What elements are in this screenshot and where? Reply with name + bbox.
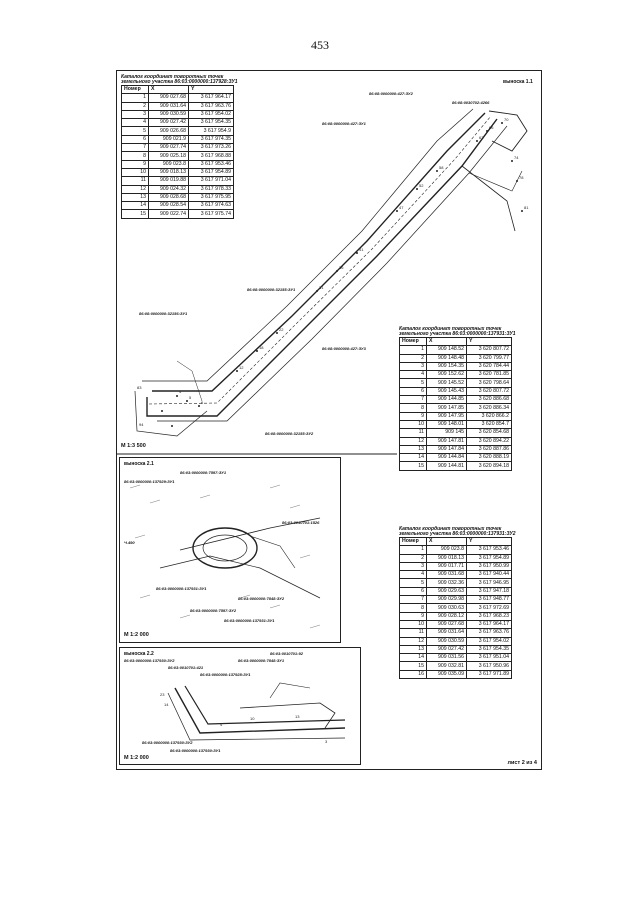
cell-x: 909 026.68 xyxy=(149,127,189,135)
cell-number: 5 xyxy=(400,379,427,387)
cell-y: 3 617 954.89 xyxy=(467,554,512,562)
table-row xyxy=(122,152,234,160)
catalog-3-title-line2: земельного участка 86:03:0000000:137931:ЗУ2 xyxy=(399,531,516,537)
cell-number: 2 xyxy=(400,554,427,562)
cell-x: 909 032.81 xyxy=(427,662,467,670)
cell-number: 4 xyxy=(400,371,427,379)
table-row xyxy=(400,620,512,628)
map-label-4266: 86:08:0030702:4266 xyxy=(452,100,490,105)
svg-text:70: 70 xyxy=(504,117,509,122)
cell-number: 15 xyxy=(400,462,427,470)
inset-2-2-drawing xyxy=(120,648,360,764)
cell-y: 3 617 975.74 xyxy=(189,210,234,218)
drawing-sheet xyxy=(116,70,542,770)
table-row xyxy=(400,420,512,428)
cell-x: 909 030.59 xyxy=(149,110,189,118)
catalog-table-1 xyxy=(121,75,238,219)
cell-x: 909 027.74 xyxy=(149,144,189,152)
cell-y: 3 620 888.19 xyxy=(467,454,512,462)
svg-text:5: 5 xyxy=(189,395,192,400)
cell-y: 3 617 946.95 xyxy=(467,579,512,587)
cell-x: 909 018.13 xyxy=(149,168,189,176)
header-y: Y xyxy=(467,538,512,546)
cell-number: 11 xyxy=(122,177,149,185)
catalog-2-title-line1: Каталог координат поворотных точек xyxy=(399,326,502,332)
cell-x: 909 144.84 xyxy=(427,454,467,462)
cell-number: 9 xyxy=(400,612,427,620)
cell-number: 6 xyxy=(400,387,427,395)
cell-number: 6 xyxy=(400,587,427,595)
table-row xyxy=(122,210,234,218)
inset-2-1-label-137931-b: 86:03:0000000:137931:ЗУ1 xyxy=(224,618,275,623)
cell-number: 12 xyxy=(400,637,427,645)
table-row xyxy=(400,579,512,587)
cell-y: 3 620 807.72 xyxy=(467,387,512,395)
table-row xyxy=(122,202,234,210)
header-y: Y xyxy=(189,86,234,94)
cell-y: 3 617 954.35 xyxy=(467,645,512,653)
table-row xyxy=(400,596,512,604)
inset-2-1-label-7848-zu2: 86:03:0000000:7848:ЗУ2 xyxy=(238,596,285,601)
cell-number: 2 xyxy=(122,102,149,110)
svg-text:36: 36 xyxy=(339,265,344,270)
cell-y: 3 617 954.89 xyxy=(189,168,234,176)
cell-y: 3 617 978.33 xyxy=(189,185,234,193)
header-x: X xyxy=(149,86,189,94)
cell-number: 3 xyxy=(122,110,149,118)
cell-number: 12 xyxy=(400,437,427,445)
cell-y: 3 617 947.18 xyxy=(467,587,512,595)
inset-2-2-label-7848-zu1: 86:03:0000000:7848:ЗУ1 xyxy=(238,658,285,663)
svg-text:47: 47 xyxy=(399,205,404,210)
table-row xyxy=(122,193,234,201)
cell-x: 909 029.98 xyxy=(427,596,467,604)
table-row xyxy=(400,587,512,595)
cell-y: 3 617 950.96 xyxy=(467,662,512,670)
cell-number: 6 xyxy=(122,135,149,143)
cell-number: 16 xyxy=(400,670,427,678)
svg-text:83: 83 xyxy=(137,385,142,390)
catalog-2-title-line2: земельного участка 86:03:0000000:137931:ЗУ1 xyxy=(399,331,516,337)
cell-x: 909 022.74 xyxy=(149,210,189,218)
table-row xyxy=(400,546,512,554)
cell-number: 2 xyxy=(400,354,427,362)
cell-y: 3 617 975.95 xyxy=(189,193,234,201)
inset-2-1-label-1526: 86:03:0010701:1526 xyxy=(282,520,320,525)
map-label-427-zu2: 86:08:0000000:427:ЗУ2 xyxy=(369,91,413,96)
cell-x: 909 147.85 xyxy=(427,404,467,412)
svg-text:63: 63 xyxy=(479,135,484,140)
svg-text:81: 81 xyxy=(524,205,529,210)
svg-text:94: 94 xyxy=(139,422,144,427)
table-row xyxy=(400,362,512,370)
svg-text:52: 52 xyxy=(419,183,424,188)
header-number: Номер xyxy=(400,538,427,546)
cell-number: 5 xyxy=(400,579,427,587)
table-row xyxy=(122,127,234,135)
svg-text:4: 4 xyxy=(220,722,223,727)
cell-number: 5 xyxy=(122,127,149,135)
cell-number: 10 xyxy=(400,420,427,428)
inset-2-1-label-7597-zu2: 86:03:0000000:7597:ЗУ2 xyxy=(190,608,237,613)
cell-y: 3 617 954.9 xyxy=(189,127,234,135)
cell-x: 909 028.54 xyxy=(149,202,189,210)
svg-text:41: 41 xyxy=(359,247,364,252)
map-label-427-zu3: 86:08:0000000:427:ЗУ3 xyxy=(322,346,366,351)
cell-y: 3 617 972.69 xyxy=(467,604,512,612)
cell-y: 3 617 940.44 xyxy=(467,571,512,579)
cell-number: 7 xyxy=(400,596,427,604)
inset-2-2-callout: выноска 2.2 xyxy=(124,651,154,657)
cell-x: 909 030.59 xyxy=(427,637,467,645)
table-row xyxy=(400,670,512,678)
table-row xyxy=(400,654,512,662)
table-row xyxy=(122,160,234,168)
svg-text:66: 66 xyxy=(489,125,494,130)
svg-text:78: 78 xyxy=(519,175,524,180)
cell-number: 14 xyxy=(400,654,427,662)
cell-x: 909 145.43 xyxy=(427,387,467,395)
header-number: Номер xyxy=(400,338,427,346)
inset-2-1-label-7597-zu1: 86:03:0000000:7597:ЗУ1 xyxy=(180,470,227,475)
cell-x: 909 144.85 xyxy=(427,396,467,404)
cell-x: 909 147.95 xyxy=(427,412,467,420)
cell-x: 909 030.63 xyxy=(427,604,467,612)
cell-x: 909 017.71 xyxy=(427,562,467,570)
cell-x: 909 031.56 xyxy=(427,654,467,662)
cell-x: 909 148.01 xyxy=(427,420,467,428)
cell-x: 909 154.35 xyxy=(427,362,467,370)
cell-number: 14 xyxy=(400,454,427,462)
table-row xyxy=(122,168,234,176)
table-row xyxy=(400,379,512,387)
cell-y: 3 617 974.35 xyxy=(189,135,234,143)
cell-number: 9 xyxy=(122,160,149,168)
cell-number: 11 xyxy=(400,629,427,637)
inset-2-2-label-137930-zu2-b: 86:03:0000000:137930:ЗУ2 xyxy=(142,740,193,745)
cell-number: 1 xyxy=(122,94,149,102)
cell-y: 3 617 954.02 xyxy=(189,110,234,118)
cell-y: 3 620 887.86 xyxy=(467,445,512,453)
cell-y: 3 617 948.77 xyxy=(467,596,512,604)
cell-y: 3 617 968.23 xyxy=(467,612,512,620)
table-row xyxy=(400,637,512,645)
inset-2-1-label-490: Ч.490 xyxy=(124,540,135,545)
cell-y: 3 617 953.46 xyxy=(467,546,512,554)
header-x: X xyxy=(427,338,467,346)
svg-text:12: 12 xyxy=(239,365,244,370)
cell-number: 4 xyxy=(122,119,149,127)
svg-text:6: 6 xyxy=(201,400,204,405)
table-row xyxy=(400,554,512,562)
svg-text:10: 10 xyxy=(250,716,255,721)
svg-text:23: 23 xyxy=(160,692,165,697)
cell-y: 3 617 968.88 xyxy=(189,152,234,160)
cell-x: 909 028.68 xyxy=(149,193,189,201)
cell-x: 909 031.64 xyxy=(427,629,467,637)
catalog-1-title-line1: Каталог координат поворотных точек xyxy=(121,74,224,80)
cell-x: 909 028.12 xyxy=(427,612,467,620)
inset-2-2-label-421: 86:03:0010701:421 xyxy=(168,665,204,670)
cell-x: 909 021.9 xyxy=(149,135,189,143)
svg-text:58: 58 xyxy=(439,165,444,170)
table-row xyxy=(400,462,512,470)
cell-x: 909 145.52 xyxy=(427,379,467,387)
cell-y: 3 620 798.64 xyxy=(467,379,512,387)
table-row xyxy=(122,102,234,110)
cell-x: 909 025.18 xyxy=(149,152,189,160)
cell-x: 909 031.68 xyxy=(427,571,467,579)
cell-x: 909 144.81 xyxy=(427,462,467,470)
table-row xyxy=(400,454,512,462)
table-row xyxy=(400,354,512,362)
inset-2-1-callout: выноска 2.1 xyxy=(124,461,154,467)
inset-2-2-label-92: 86:03:0010701:92 xyxy=(270,651,303,656)
cell-x: 909 148.52 xyxy=(427,346,467,354)
cell-y: 3 620 886.68 xyxy=(467,396,512,404)
svg-text:14: 14 xyxy=(164,702,169,707)
svg-text:18: 18 xyxy=(259,345,264,350)
table-row xyxy=(122,94,234,102)
table-row xyxy=(400,662,512,670)
cell-number: 7 xyxy=(400,396,427,404)
cell-number: 13 xyxy=(400,645,427,653)
table-row xyxy=(400,346,512,354)
table-row xyxy=(122,119,234,127)
header-number: Номер xyxy=(122,86,149,94)
table-row xyxy=(400,562,512,570)
coords-table-3 xyxy=(399,537,512,679)
cell-y: 3 617 963.76 xyxy=(189,102,234,110)
table-row xyxy=(400,387,512,395)
cell-number: 8 xyxy=(400,404,427,412)
cell-number: 8 xyxy=(122,152,149,160)
table-row xyxy=(400,629,512,637)
svg-text:13: 13 xyxy=(295,714,300,719)
cell-y: 3 620 784.44 xyxy=(467,362,512,370)
map-label-32155-zu1: 86:08:0000000:32155:ЗУ1 xyxy=(247,287,296,292)
cell-x: 909 147.84 xyxy=(427,445,467,453)
inset-2-1-label-137931-a: 86:03:0000000:137931:ЗУ1 xyxy=(156,586,207,591)
cell-number: 10 xyxy=(400,620,427,628)
table-row xyxy=(400,437,512,445)
table-row xyxy=(400,445,512,453)
coords-table-2 xyxy=(399,337,512,471)
cell-y: 3 617 951.04 xyxy=(467,654,512,662)
inset-2-1-label-137929: 86:03:0000000:137929:ЗУ1 xyxy=(124,479,175,484)
map-label-32155-zu2: 86:08:0000000:32155:ЗУ2 xyxy=(265,431,314,436)
table-row xyxy=(122,110,234,118)
catalog-table-3 xyxy=(399,527,516,679)
cell-x: 909 027.68 xyxy=(149,94,189,102)
inset-2-1-scale: М 1:2 000 xyxy=(124,632,149,638)
table-row xyxy=(400,571,512,579)
cell-y: 3 620 894.22 xyxy=(467,437,512,445)
cell-y: 3 617 963.76 xyxy=(467,629,512,637)
cell-number: 4 xyxy=(400,571,427,579)
cell-y: 3 617 974.63 xyxy=(189,202,234,210)
sheet-number: лист 2 из 4 xyxy=(507,760,537,766)
svg-text:31: 31 xyxy=(319,285,324,290)
table-row xyxy=(400,645,512,653)
svg-text:74: 74 xyxy=(514,155,519,160)
cell-number: 12 xyxy=(122,185,149,193)
page-number: 453 xyxy=(311,38,329,52)
cell-x: 909 145 xyxy=(427,429,467,437)
cell-number: 8 xyxy=(400,604,427,612)
cell-y: 3 617 950.99 xyxy=(467,562,512,570)
cell-x: 909 027.68 xyxy=(427,620,467,628)
cell-x: 909 147.81 xyxy=(427,437,467,445)
cell-y: 3 620 886.34 xyxy=(467,404,512,412)
table-row xyxy=(400,612,512,620)
cell-y: 3 620 781.85 xyxy=(467,371,512,379)
cell-number: 3 xyxy=(400,562,427,570)
cell-number: 15 xyxy=(122,210,149,218)
cell-y: 3 617 954.02 xyxy=(467,637,512,645)
cell-number: 1 xyxy=(400,346,427,354)
cell-x: 909 032.36 xyxy=(427,579,467,587)
main-map-scale: М 1:3 500 xyxy=(121,443,146,449)
cell-number: 7 xyxy=(122,144,149,152)
svg-text:22: 22 xyxy=(279,327,284,332)
cell-y: 3 620 854.7 xyxy=(467,420,512,428)
cell-number: 3 xyxy=(400,362,427,370)
cell-x: 909 023.8 xyxy=(149,160,189,168)
cell-number: 9 xyxy=(400,412,427,420)
cell-x: 909 024.32 xyxy=(149,185,189,193)
cell-x: 909 029.63 xyxy=(427,587,467,595)
catalog-1-title-line2: земельного участка 86:03:0000000:137928:ЗУ1 xyxy=(121,79,238,85)
table-row xyxy=(400,396,512,404)
cell-x: 909 023.8 xyxy=(427,546,467,554)
table-row xyxy=(122,177,234,185)
cell-x: 909 035.09 xyxy=(427,670,467,678)
inset-2-2-label-137930-zu1: 86:03:0000000:137930:ЗУ1 xyxy=(170,748,221,753)
cell-number: 11 xyxy=(400,429,427,437)
cell-x: 909 019.88 xyxy=(149,177,189,185)
cell-number: 1 xyxy=(400,546,427,554)
cell-y: 3 620 894.18 xyxy=(467,462,512,470)
cell-y: 3 617 973.26 xyxy=(189,144,234,152)
inset-2-2-label-137930-zu2-a: 86:03:0000000:137930:ЗУ2 xyxy=(124,658,175,663)
cell-number: 10 xyxy=(122,168,149,176)
table-row xyxy=(400,371,512,379)
main-callout-label: выноска 1.1 xyxy=(503,79,533,85)
cell-y: 3 617 971.89 xyxy=(467,670,512,678)
svg-text:4: 4 xyxy=(179,389,182,394)
cell-number: 15 xyxy=(400,662,427,670)
inset-2-2 xyxy=(119,647,361,765)
catalog-3-title-line1: Каталог координат поворотных точек xyxy=(399,526,502,532)
cell-y: 3 620 854.68 xyxy=(467,429,512,437)
cell-y: 3 617 954.35 xyxy=(189,119,234,127)
cell-x: 909 027.42 xyxy=(149,119,189,127)
cell-x: 909 031.64 xyxy=(149,102,189,110)
table-row xyxy=(400,429,512,437)
header-y: Y xyxy=(467,338,512,346)
cell-number: 13 xyxy=(122,193,149,201)
cell-y: 3 620 866.2 xyxy=(467,412,512,420)
table-row xyxy=(122,185,234,193)
cell-x: 909 018.13 xyxy=(427,554,467,562)
table-row xyxy=(400,404,512,412)
map-label-427-zu1: 86:08:0000000:427:ЗУ1 xyxy=(322,121,366,126)
cell-y: 3 617 964.17 xyxy=(467,620,512,628)
coords-table-1 xyxy=(121,85,234,219)
header-x: X xyxy=(427,538,467,546)
catalog-table-2 xyxy=(399,327,516,471)
cell-x: 909 148.48 xyxy=(427,354,467,362)
inset-2-1 xyxy=(119,457,341,643)
table-row xyxy=(122,144,234,152)
cell-number: 13 xyxy=(400,445,427,453)
table-row xyxy=(400,412,512,420)
cell-number: 14 xyxy=(122,202,149,210)
cell-x: 909 152.62 xyxy=(427,371,467,379)
cell-y: 3 620 799.77 xyxy=(467,354,512,362)
table-row xyxy=(122,135,234,143)
cell-y: 3 617 953.46 xyxy=(189,160,234,168)
inset-2-1-drawing xyxy=(120,458,340,642)
inset-2-2-scale: М 1:2 000 xyxy=(124,755,149,761)
cell-y: 3 617 964.17 xyxy=(189,94,234,102)
table-row xyxy=(400,604,512,612)
svg-text:3: 3 xyxy=(325,739,328,744)
cell-y: 3 617 971.04 xyxy=(189,177,234,185)
inset-2-2-label-137928: 86:03:0000000:137928:ЗУ1 xyxy=(200,672,251,677)
map-label-32156-zu1: 86:08:0000000:32156:ЗУ1 xyxy=(139,311,188,316)
cell-x: 909 027.42 xyxy=(427,645,467,653)
cell-y: 3 620 807.72 xyxy=(467,346,512,354)
